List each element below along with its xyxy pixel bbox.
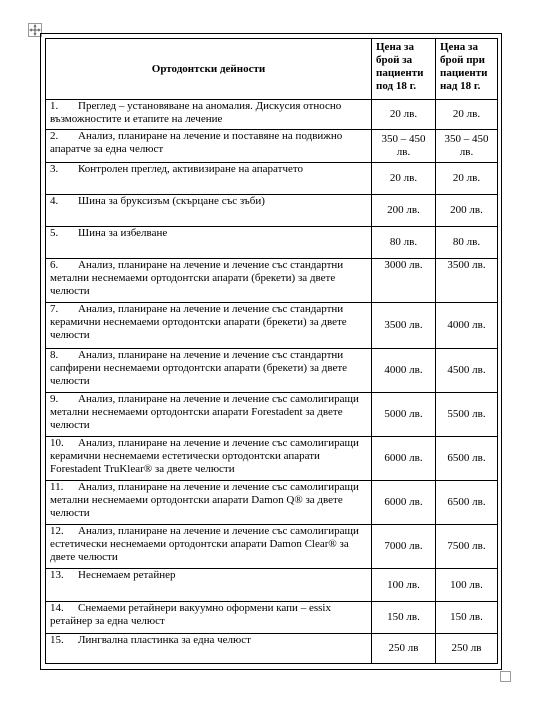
table-header-row [46,39,498,100]
activity-text: Анализ, планиране на лечение и лечение със стандартни сапфирени неснемаеми ортодонтски апарати (брекети) за двете челюсти [50,349,348,387]
price-under-18-cell: 20 лв. [372,100,436,130]
price-over-18-cell: 80 лв. [436,227,498,259]
table-row [46,349,498,393]
activity-text: Шина за избелване [78,227,168,239]
table-row [46,525,498,569]
row-number: 8. [50,349,59,361]
price-over-18-cell: 6500 лв. [436,437,498,481]
activity-text: Анализ, планиране на лечение и лечение със самолигиращи керамични неснемаеми естетически ортодонтски апарати Forestadent TruKlear® за двете челюсти [50,437,359,475]
activity-cell [46,634,372,664]
activity-cell [46,259,372,303]
activity-cell [46,303,372,349]
table-row [46,437,498,481]
price-over-18-cell: 20 лв. [436,100,498,130]
row-number: 11. [50,481,64,493]
row-number: 10. [50,437,64,449]
activity-cell [46,195,372,227]
activity-text: Анализ, планиране на лечение и лечение със самолигиращи естетически неснемаеми ортодонтски апарати Damon Clear® за двете челюсти [50,525,359,563]
activity-text: Лингвална пластинка за една челюст [78,634,251,646]
activity-cell [46,602,372,634]
activity-cell [46,163,372,195]
row-number: 12. [50,525,64,537]
row-number: 4. [50,195,59,207]
price-under-18-cell: 150 лв. [372,602,436,634]
price-over-18-cell: 3500 лв. [436,259,498,303]
price-under-18-cell: 20 лв. [372,163,436,195]
table-row [46,195,498,227]
row-number: 15. [50,634,64,646]
row-number: 7. [50,303,59,315]
table-row [46,163,498,195]
price-over-18-cell: 6500 лв. [436,481,498,525]
price-over-18-cell: 7500 лв. [436,525,498,569]
activity-cell [46,437,372,481]
row-number: 2. [50,130,59,142]
activity-cell [46,227,372,259]
price-under-18-cell: 7000 лв. [372,525,436,569]
row-number: 9. [50,393,59,405]
price-over-18-cell: 5500 лв. [436,393,498,437]
activity-cell [46,130,372,163]
activity-text: Анализ, планиране на лечение и лечение със стандартни метални неснемаеми ортодонтски апарати (брекети) за двете челюсти [50,259,344,297]
table-row [46,130,498,163]
activity-text: Анализ, планиране на лечение и лечение със самолигиращи метални неснемаеми ортодонтски апарати Damon Q® за двете челюсти [50,481,359,519]
activity-text: Снемаеми ретайнери вакуумно оформени капи – essix ретайнер за една челюст [50,602,331,627]
header-activity: Ортодонтски дейности [46,39,372,100]
table-row [46,569,498,602]
activity-text: Анализ, планиране на лечение и поставяне на подвижно апаратче за една челюст [50,130,343,155]
activity-cell [46,569,372,602]
price-under-18-cell: 3000 лв. [372,259,436,303]
table-row [46,100,498,130]
activity-text: Анализ, планиране на лечение и лечение със стандартни керамични неснемаеми ортодонтски апарати (брекети) за двете челюсти [50,303,347,341]
price-under-18-cell: 350 – 450 лв. [372,130,436,163]
activity-cell [46,100,372,130]
row-number: 14. [50,602,64,614]
price-under-18-cell: 100 лв. [372,569,436,602]
activity-text: Преглед – установяване на аномалия. Дискусия относно възможностите и етапите на лечение [50,100,342,125]
row-number: 5. [50,227,59,239]
row-number: 1. [50,100,59,112]
activity-cell [46,481,372,525]
price-under-18-cell: 80 лв. [372,227,436,259]
table-row [46,634,498,664]
price-under-18-cell: 5000 лв. [372,393,436,437]
header-price-under-18: Цена за брой за пациенти под 18 г. [372,39,436,100]
price-under-18-cell: 3500 лв. [372,303,436,349]
price-over-18-cell: 4500 лв. [436,349,498,393]
activity-text: Анализ, планиране на лечение и лечение със самолигиращи метални неснемаеми ортодонтски апарати Forestadent за двете челюсти [50,393,359,431]
row-number: 6. [50,259,59,271]
price-under-18-cell: 200 лв. [372,195,436,227]
row-number: 13. [50,569,64,581]
table-row [46,481,498,525]
table-row [46,259,498,303]
activity-text: Контролен преглед, активизиране на апаратчето [78,163,304,175]
activity-text: Шина за бруксизъм (скърцане със зъби) [78,195,265,207]
price-over-18-cell: 350 – 450 лв. [436,130,498,163]
row-number: 3. [50,163,59,175]
table-move-handle-icon[interactable] [28,23,42,37]
price-under-18-cell: 250 лв [372,634,436,664]
header-price-over-18: Цена за брой при пациенти над 18 г. [436,39,498,100]
price-table [45,38,498,664]
price-under-18-cell: 6000 лв. [372,481,436,525]
price-over-18-cell: 200 лв. [436,195,498,227]
table-row [46,393,498,437]
activity-cell [46,525,372,569]
table-resize-handle-icon[interactable] [500,671,511,682]
table-row [46,602,498,634]
table-row [46,303,498,349]
price-over-18-cell: 150 лв. [436,602,498,634]
price-under-18-cell: 4000 лв. [372,349,436,393]
price-over-18-cell: 20 лв. [436,163,498,195]
activity-text: Неснемаем ретайнер [78,569,176,581]
price-over-18-cell: 4000 лв. [436,303,498,349]
price-over-18-cell: 100 лв. [436,569,498,602]
activity-cell [46,393,372,437]
activity-cell [46,349,372,393]
price-over-18-cell: 250 лв [436,634,498,664]
price-under-18-cell: 6000 лв. [372,437,436,481]
table-row [46,227,498,259]
